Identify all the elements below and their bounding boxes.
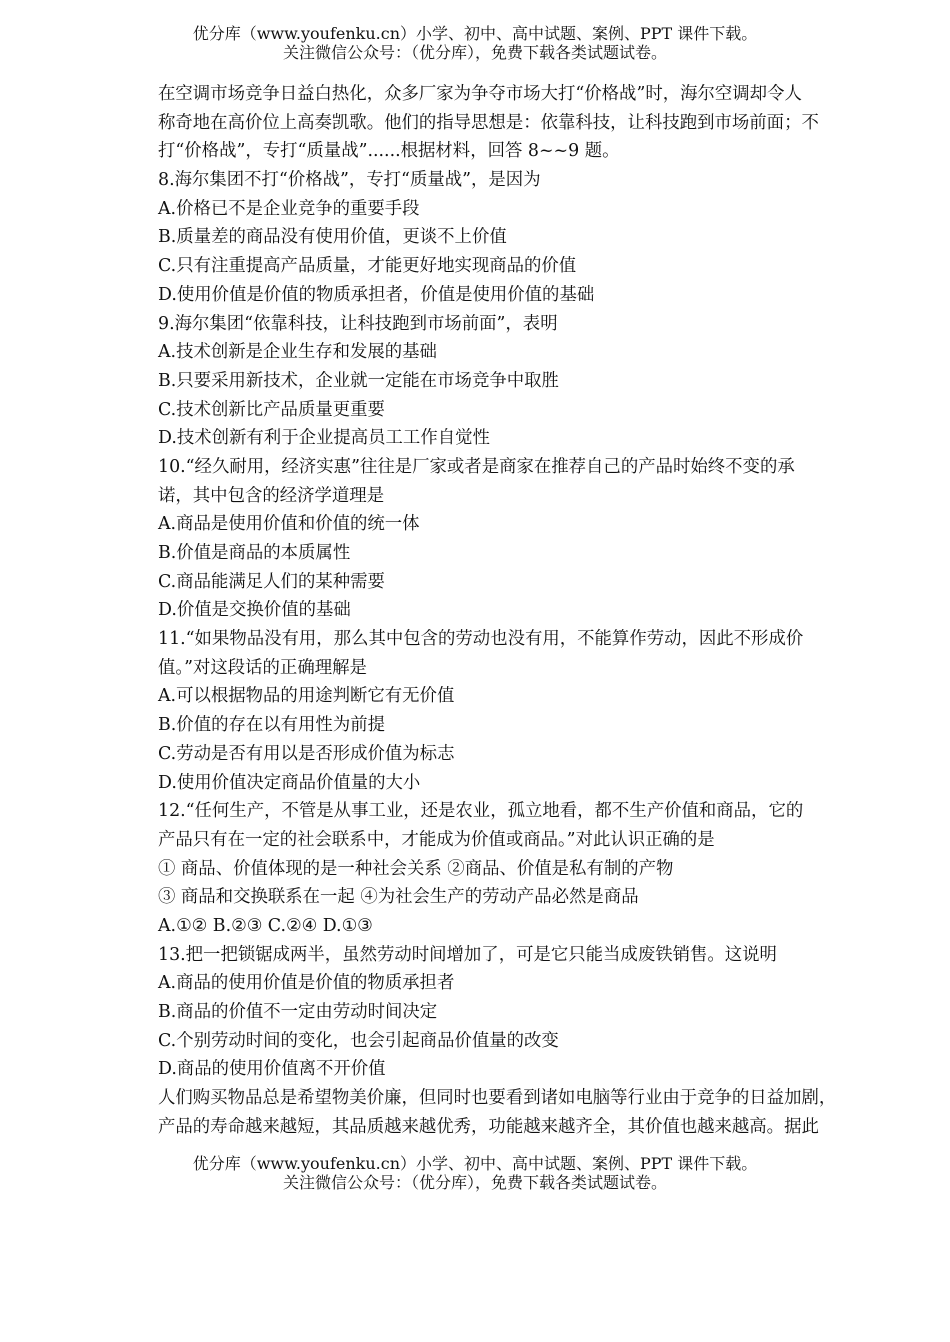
header-line-1: 优分库（www.youfenku.cn）小学、初中、高中试题、案例、PPT 课件下载。 <box>192 24 758 43</box>
text-line: D.使用价值决定商品价值量的大小 <box>158 772 421 793</box>
text-line: C.商品能满足人们的某种需要 <box>158 571 385 592</box>
text-line: B.价值是商品的本质属性 <box>158 543 351 563</box>
text-line: 8.海尔集团不打“价格战”，专打“质量战”，是因为 <box>158 170 541 191</box>
text-line: 产品的寿命越来越短，其品质越来越优秀，功能越来越齐全，其价值也越来越高。据此 <box>158 1116 819 1137</box>
text-line: 在空调市场竞争日益白热化，众多厂家为争夺市场大打“价格战”时，海尔空调却令人 <box>158 84 802 104</box>
text-line: ① 商品、价值体现的是一种社会关系 ②商品、价值是私有制的产物 <box>158 858 674 879</box>
document-body <box>158 80 898 1141</box>
text-line: B.商品的价值不一定由劳动时间决定 <box>158 1002 438 1022</box>
text-line: D.价值是交换价值的基础 <box>158 600 351 621</box>
text-line: B.价值的存在以有用性为前提 <box>158 715 385 736</box>
text-line: B.只要采用新技术，企业就一定能在市场竞争中取胜 <box>158 370 559 391</box>
text-line: 13.把一把锁锯成两半，虽然劳动时间增加了，可是它只能当成废铁销售。这说明 <box>158 944 777 965</box>
text-line: A.价格已不是企业竞争的重要手段 <box>158 198 420 219</box>
text-line: 打“价格战”，专打“质量战”......根据材料，回答 8~~9 题。 <box>158 141 620 162</box>
text-line: A.技术创新是企业生存和发展的基础 <box>158 342 437 363</box>
text-line: D.商品的使用价值离不开价值 <box>158 1059 386 1080</box>
text-line: 10.“经久耐用，经济实惠”往往是厂家或者是商家在推荐自己的产品时始终不变的承 <box>158 456 795 477</box>
header-line-2: 关注微信公众号：（优分库），免费下载各类试题试卷。 <box>282 43 667 62</box>
text-line: 称奇地在高价位上高奏凯歌。他们的指导思想是：依靠科技，让科技跑到市场前面；不 <box>158 112 819 133</box>
text-line: 诺，其中包含的经济学道理是 <box>158 485 385 506</box>
text-line: 产品只有在一定的社会联系中，才能成为价值或商品。”对此认识正确的是 <box>158 829 715 850</box>
text-line: B.质量差的商品没有使用价值，更谈不上价值 <box>158 227 507 248</box>
text-line: C.技术创新比产品质量更重要 <box>158 399 385 420</box>
text-line: C.劳动是否有用以是否形成价值为标志 <box>158 743 455 764</box>
text-line: 9.海尔集团“依靠科技，让科技跑到市场前面”，表明 <box>158 313 558 334</box>
footer-line-1: 优分库（www.youfenku.cn）小学、初中、高中试题、案例、PPT 课件下载。 <box>192 1154 758 1173</box>
page-footer <box>0 1154 950 1192</box>
text-line: A.①② B.②③ C.②④ D.①③ <box>158 915 373 936</box>
text-line: A.可以根据物品的用途判断它有无价值 <box>158 686 455 707</box>
text-line: 12.“任何生产，不管是从事工业，还是农业，孤立地看，都不生产价值和商品，它的 <box>158 801 804 822</box>
text-line: 11.“如果物品没有用，那么其中包含的劳动也没有用，不能算作劳动，因此不形成价 <box>158 629 804 650</box>
text-line: 值。”对这段话的正确理解是 <box>158 657 367 678</box>
text-line: 人们购买物品总是希望物美价廉，但同时也要看到诸如电脑等行业由于竞争的日益加剧， <box>158 1088 837 1109</box>
page-header <box>0 24 950 62</box>
text-line: D.技术创新有利于企业提高员工工作自觉性 <box>158 428 490 449</box>
footer-line-2: 关注微信公众号：（优分库），免费下载各类试题试卷。 <box>282 1173 667 1192</box>
text-line: C.只有注重提高产品质量，才能更好地实现商品的价值 <box>158 256 577 277</box>
text-line: A.商品是使用价值和价值的统一体 <box>158 514 420 535</box>
text-line: ③ 商品和交换联系在一起 ④为社会生产的劳动产品必然是商品 <box>158 887 639 908</box>
text-line: C.个别劳动时间的变化，也会引起商品价值量的改变 <box>158 1030 559 1051</box>
text-line: D.使用价值是价值的物质承担者，价值是使用价值的基础 <box>158 284 595 305</box>
text-line: A.商品的使用价值是价值的物质承担者 <box>158 973 455 994</box>
